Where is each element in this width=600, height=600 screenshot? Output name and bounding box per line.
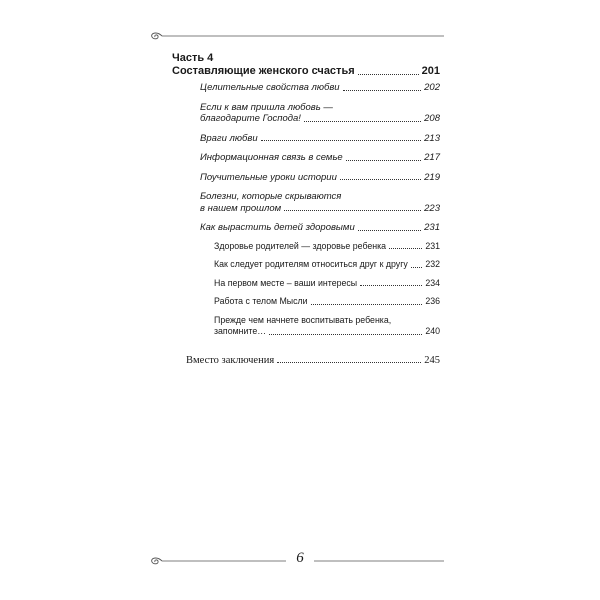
page-number: 6 — [286, 550, 314, 567]
leader-dots — [269, 334, 422, 335]
toc-entry-page: 223 — [424, 202, 440, 214]
toc-entry-page: 208 — [424, 113, 440, 124]
toc-entry — [172, 191, 440, 214]
leader-dots — [389, 248, 422, 249]
leader-dots — [358, 230, 421, 231]
leader-dots — [261, 140, 422, 141]
toc-entry-page: 240 — [425, 326, 440, 336]
leader-dots — [284, 210, 421, 211]
toc-entry-page: 202 — [424, 82, 440, 93]
toc-entry — [172, 355, 440, 367]
toc-entry-page: 245 — [424, 354, 440, 366]
toc-entry-title-cont: запомните… — [214, 326, 267, 336]
toc-entry — [172, 82, 440, 94]
toc-entry-page: 234 — [425, 277, 440, 288]
toc-entry-page: 232 — [425, 259, 440, 269]
toc-entry-page: 231 — [424, 222, 440, 233]
leader-dots — [358, 74, 419, 75]
leader-dots — [340, 179, 421, 180]
leader-dots — [346, 160, 421, 161]
leader-dots — [277, 362, 421, 363]
top-ornament-rule — [148, 29, 444, 43]
toc-entry-title: Целительные свойства любви — [200, 82, 340, 93]
leader-dots — [411, 267, 422, 268]
toc-entry-page: 231 — [425, 240, 440, 251]
leader-dots — [343, 90, 422, 91]
toc-entry-title-cont: благодарите Господа! — [200, 113, 301, 124]
toc-entry — [172, 259, 440, 271]
toc-entry-title: На первом месте – ваши интересы — [214, 277, 358, 288]
toc-entry-page: 217 — [424, 152, 440, 163]
toc-entry-page: 201 — [421, 65, 440, 77]
part-title: Часть 4 — [172, 52, 214, 64]
toc-entry — [172, 278, 440, 290]
toc-entry — [172, 296, 440, 308]
toc-entry-title: Как следует родителям относиться друг к другу — [214, 259, 408, 269]
toc-entry-title: Как вырастить детей здоровыми — [200, 222, 355, 233]
toc-entry — [172, 133, 440, 145]
toc-entry-title: Работа с телом Мысли — [214, 296, 308, 306]
toc-entry-page: 236 — [425, 296, 440, 306]
leader-dots — [360, 285, 422, 286]
leader-dots — [311, 304, 423, 305]
table-of-contents — [172, 52, 440, 366]
toc-entry-title: Поучительные уроки истории — [200, 171, 337, 183]
toc-entry-title-cont: в нашем прошлом — [200, 202, 282, 214]
toc-entry-title: Здоровье родителей — здоровье ребенка — [214, 240, 387, 251]
toc-entry — [172, 65, 440, 78]
leader-dots — [304, 121, 421, 122]
toc-entry-title: Вместо заключения — [186, 354, 275, 366]
toc-entry — [172, 241, 440, 253]
toc-entry-title: Прежде чем начнете воспитывать ребенка, — [214, 314, 392, 325]
toc-entry — [172, 152, 440, 164]
toc-entry — [172, 222, 440, 234]
toc-entry-page: 213 — [424, 132, 440, 144]
toc-entry — [172, 315, 440, 338]
toc-entry — [172, 102, 440, 125]
toc-entry-title: Если к вам пришла любовь — — [200, 101, 333, 113]
toc-entry-title: Информационная связь в семье — [200, 152, 343, 163]
toc-entry — [172, 172, 440, 184]
toc-entry-title: Враги любви — [200, 132, 258, 144]
toc-entry-page: 219 — [424, 171, 440, 183]
toc-entry-title: Составляющие женского счастья — [172, 65, 355, 77]
toc-entry-title: Болезни, которые скрываются — [200, 191, 342, 202]
